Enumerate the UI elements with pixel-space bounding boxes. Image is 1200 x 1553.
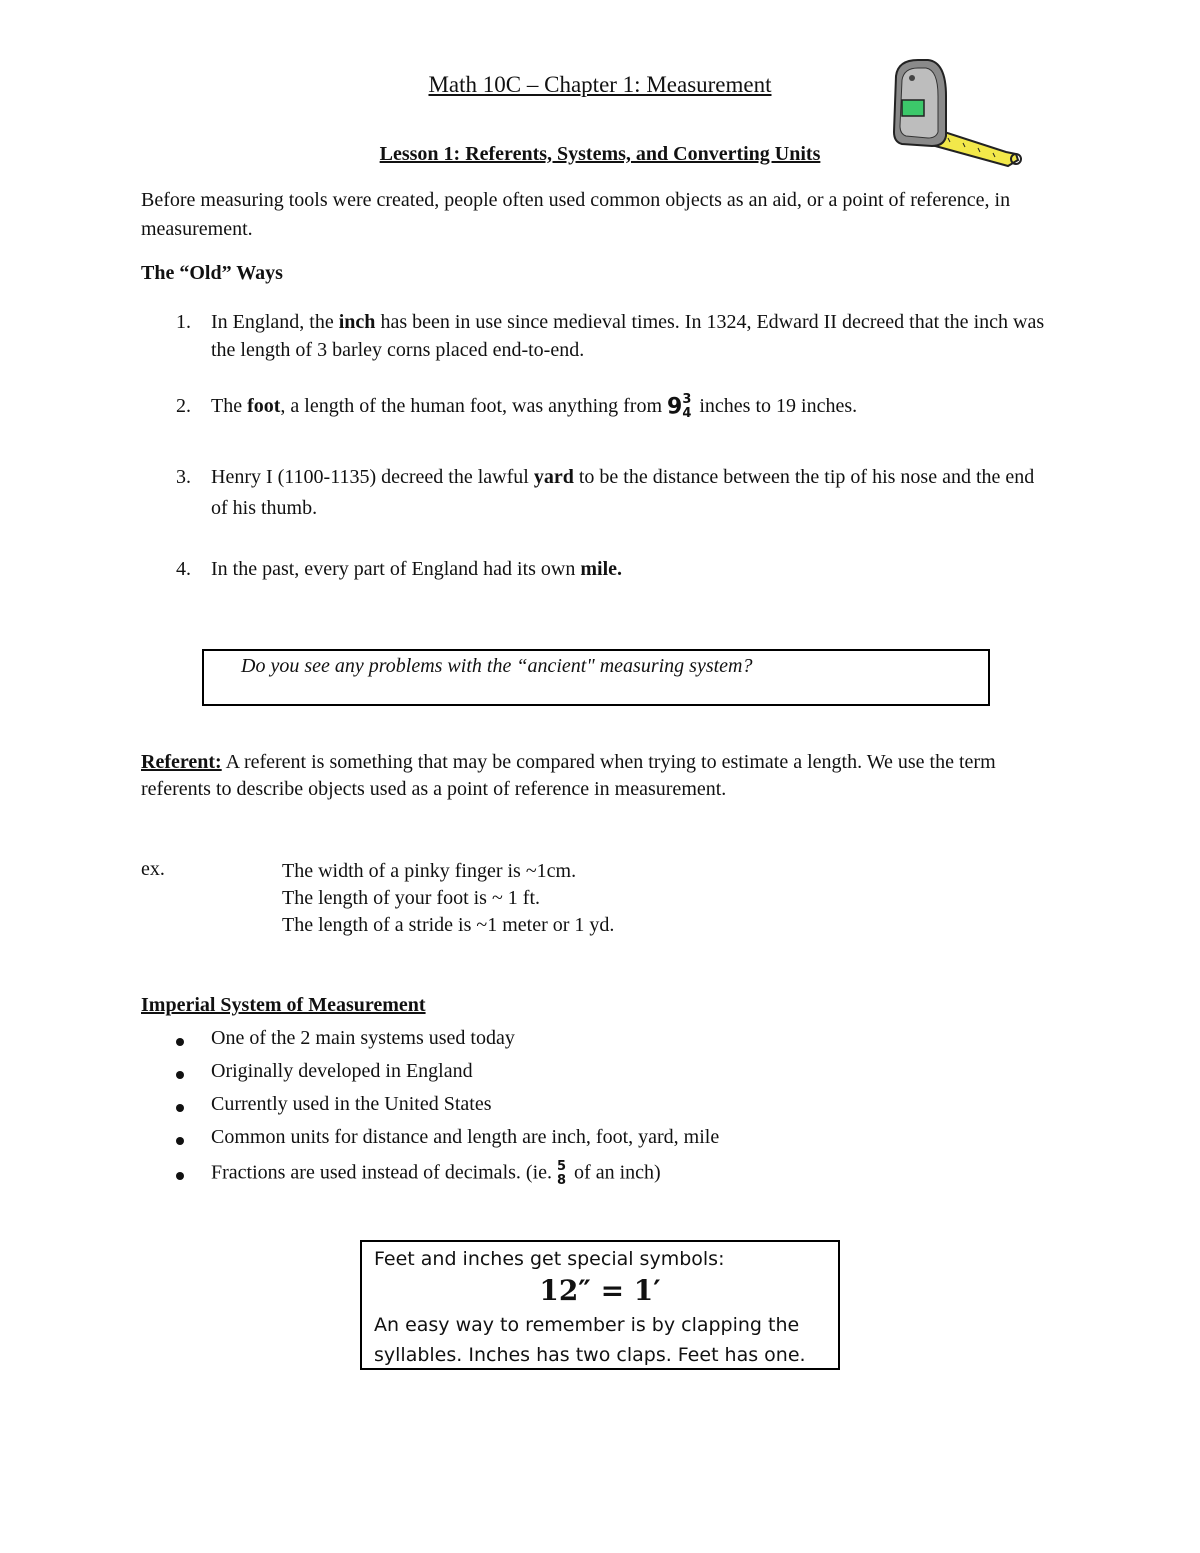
bullet-icon: [176, 1038, 184, 1046]
example-line: The length of your foot is ~ 1 ft.: [282, 887, 540, 909]
example-lines: [282, 858, 614, 939]
bullet-icon: [176, 1137, 184, 1145]
list-item: [176, 462, 1056, 522]
referent-paragraph: [141, 749, 1061, 803]
symbols-box: [360, 1240, 840, 1370]
example-line: The length of a stride is ~1 meter or 1 yd.: [282, 914, 615, 936]
old-ways-heading: The “Old” Ways: [141, 262, 283, 284]
list-number: 1.: [176, 311, 191, 333]
list-number: 4.: [176, 558, 191, 580]
list-text: In England, the inch has been in use since medieval times. In 1324, Edward II decreed that the inch was the length of 3 barley corns placed end-to-end.: [211, 311, 1045, 361]
list-text: The foot, a length of the human foot, was anything from 9 3 4 inches to 19 inches.: [211, 392, 858, 422]
page-title: Math 10C – Chapter 1: Measurement: [428, 72, 772, 97]
list-number: 2.: [176, 395, 191, 417]
symbols-intro: Feet and inches get special symbols:: [374, 1248, 725, 1270]
bullet-icon: [176, 1172, 184, 1180]
fraction: 5 8: [557, 1159, 567, 1188]
list-text: Henry I (1100-1135) decreed the lawful yard to be the distance between the tip of his nose and the end of his thumb.: [211, 466, 1035, 519]
intro-paragraph: Before measuring tools were created, people often used common objects as an aid, or a point of reference, in measurement.: [141, 189, 1011, 240]
list-number: 3.: [176, 466, 191, 488]
referent-term: Referent:: [141, 751, 222, 773]
list-item: [176, 308, 1056, 366]
example-line: The width of a pinky finger is ~1cm.: [282, 860, 577, 882]
lesson-heading: Lesson 1: Referents, Systems, and Converting Units: [379, 143, 821, 165]
fraction: 3 4: [682, 392, 692, 422]
bullet-icon: [176, 1071, 184, 1079]
list-text: In the past, every part of England had its own mile.: [211, 558, 623, 580]
imperial-heading: Imperial System of Measurement: [141, 994, 426, 1016]
question-text: Do you see any problems with the “ancient" measuring system?: [241, 655, 753, 677]
example-label: ex.: [141, 858, 165, 880]
bullet-icon: [176, 1104, 184, 1112]
symbols-equation: 12″ = 1′: [539, 1274, 661, 1307]
list-item: [176, 392, 1056, 428]
referent-definition: A referent is something that may be compared when trying to estimate a length. We use the term referents to describe objects used as a point of reference in measurement.: [141, 751, 996, 800]
question-box: [202, 649, 990, 706]
list-item: [176, 555, 1056, 585]
symbols-tip: An easy way to remember is by clapping the syllables. Inches has two claps. Feet has one.: [374, 1314, 806, 1366]
